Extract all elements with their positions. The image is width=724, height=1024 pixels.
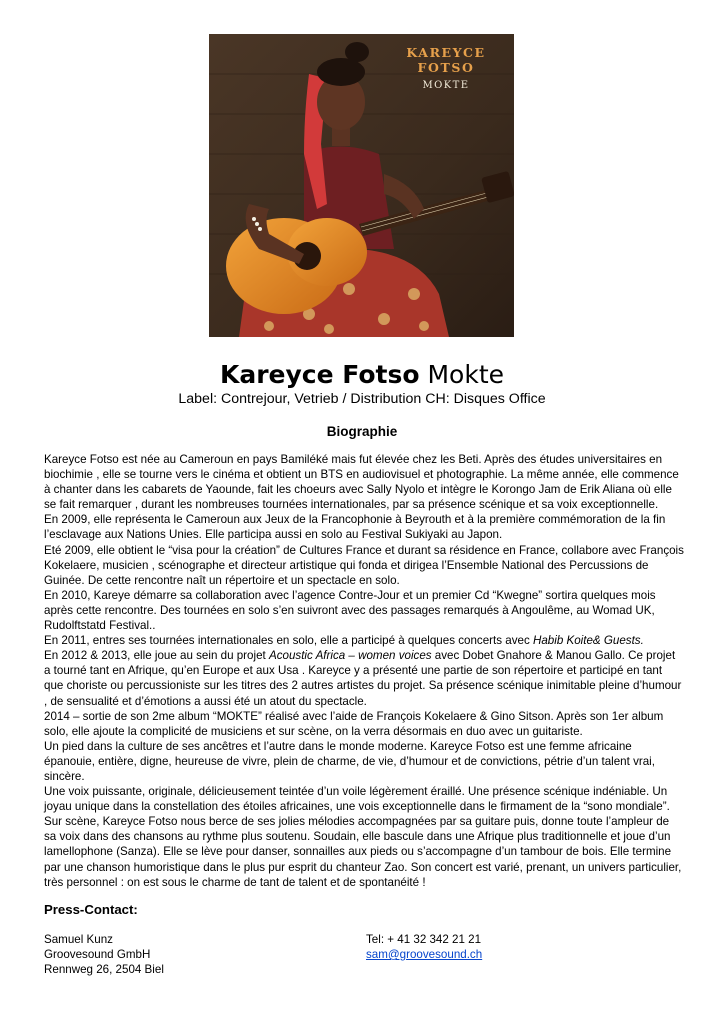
contact-address: Rennweg 26, 2504 Biel xyxy=(44,963,164,977)
contact-company: Groovesound GmbH xyxy=(44,948,151,962)
bio-text: En 2011, entres ses tournées internationales en solo, elle a participé à quelques concerts avec xyxy=(44,634,533,648)
title-artist: Kareyce Fotso xyxy=(219,360,420,389)
cover-artist-text: KAREYCE FOTSO xyxy=(406,45,486,75)
press-contact-heading: Press-Contact: xyxy=(44,902,138,917)
bio-paragraph: En 2009, elle représenta le Cameroun aux Jeux de la Francophonie à Beyrouth et à la première commémoration de la fin l’esclavage aux Nations Unies. Elle participa aussi en solo au Festival Sukiyaki au Japon. xyxy=(44,513,666,542)
contact-email-link[interactable]: sam@groovesound.ch xyxy=(366,948,483,962)
album-cover xyxy=(209,34,514,337)
bio-paragraph xyxy=(44,633,684,648)
label-line: Label: Contrejour, Vetrieb / Distribution CH: Disques Office xyxy=(178,391,546,407)
contact-phone: Tel: + 41 32 342 21 21 xyxy=(366,933,482,946)
bio-paragraph: Eté 2009, elle obtient le “visa pour la création” de Cultures France et durant sa résidence en France, collabore avec François Kokelaere, musicien , scénographe et directeur artistique qui fonda et dirigea l’Ensemble National des Percussions de Guinée. De cette rencontre naît un répertoire et un spectacle en solo. xyxy=(44,543,684,587)
contact-name: Samuel Kunz xyxy=(44,933,113,946)
contact-address-block xyxy=(44,932,164,977)
contact-info-block xyxy=(366,932,482,962)
bio-italic-text: Habib Koite& Guests. xyxy=(532,634,644,648)
title-album: Mokte xyxy=(427,360,505,389)
bio-text: En 2012 & 2013, elle joue au sein du projet xyxy=(44,649,269,663)
bio-italic-text: Acoustic Africa – women voices xyxy=(268,649,432,663)
bio-paragraph: Kareyce Fotso est née au Cameroun en pays Bamiléké mais fut élevée chez les Beti. Après des études universitaires en biochimie , elle se tourne vers le cinéma et obtient un BTS en audiovisuel et photographie. La même année, elle commence à chanter dans les cabarets de Yaounde, fait les choeurs avec Sally Nyolo et intègre le Korongo Jam de Erik Aliana où elle se fait remarquer , durant les nombreuses tournées internationales, par sa présence scénique et sa voix exceptionnelle. xyxy=(44,453,679,512)
biography-heading: Biographie xyxy=(326,424,398,439)
bio-paragraph: En 2010, Kareye démarre sa collaboration avec l’agence Contre-Jour et un premier Cd “Kwegne” sortira quelques mois après cette rencontre. Des tournées en solo s’en suivront avec des passages remarqués à Angoulême, au Womad UK, Rudolftstatd Festival.. xyxy=(44,588,656,633)
bio-paragraph xyxy=(44,648,684,708)
cover-album-text: MOKTE xyxy=(422,80,470,91)
bio-paragraph: Un pied dans la culture de ses ancêtres et l’autre dans le monde moderne. Kareyce Fotso est une femme africaine épanouie, entière, digne, heureuse de vivre, plein de charme, de vie, d’humour et de convictions, pétrie d’un talent vrai, sincère. xyxy=(44,739,655,783)
bio-text: avec Dobet Gnahore & Manou Gallo. Ce projet a tourné tant en Afrique, qu’en Europe et aux Usa . Kareyce y a présenté une partie de son répertoire et participé en tant que choriste ou percussioniste sur les titres des 2 autres artistes du projet. Sa présence scénique inimitable pleine d’humour , de sensualité et d’émotions a aussi été un atout du spectacle. xyxy=(44,649,682,708)
bio-paragraph: Sur scène, Kareyce Fotso nous berce de ses jolies mélodies accompagnées par sa guitare puis, donne toute l’ampleur de sa voix dans des chansons au rythme plus soutenu. Soudain, elle bascule dans une Afrique plus traditionnelle et joue d’un lamellophone (Sanza). Elle se lève pour danser, sonnailles aux pieds ou s’accompagne d’un tambour de bois. Elle termine par une chanson humoristique dans le plus pur esprit du chanteur Zao. Son concert est varié, prenant, un univers particulier, très personnel : on est sous le charme de tant de talent et de spontanéité ! xyxy=(44,815,682,889)
bio-paragraph: Une voix puissante, originale, délicieusement teintée d’un voile légèrement éraillé. Une présence scénique indéniable. Un joyau unique dans la constellation des étoiles africaines, une vois exceptionnelle dans le firmament de la “sono mondiale”. xyxy=(44,785,670,814)
page-title xyxy=(0,360,724,390)
biography-text xyxy=(44,452,684,890)
bio-paragraph: 2014 – sortie de son 2me album “MOKTE” réalisé avec l’aide de François Kokelaere & Gino Sitson. Après son 1er album solo, elle ajoute la complicité de musiciens et sur scène, on la verra désormais en duo avec un guitariste. xyxy=(44,709,664,738)
